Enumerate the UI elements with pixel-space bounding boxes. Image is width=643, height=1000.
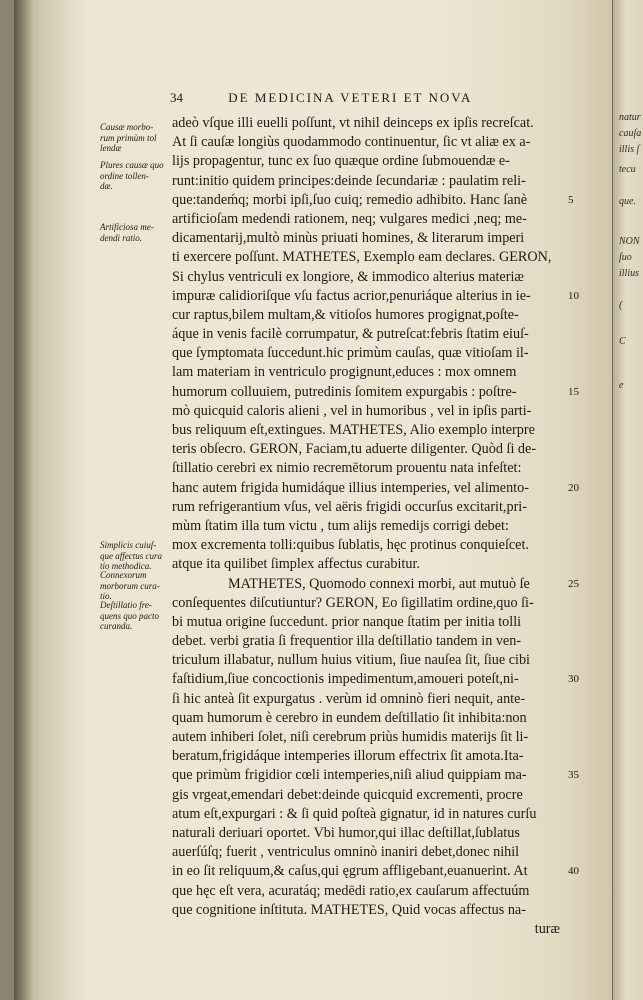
catchword	[172, 920, 580, 939]
text-line-content: atum eſt,expurgari : & ſi quid poſteà gignatur, id in natures curſu	[172, 805, 537, 822]
facing-page-fragment: NON	[619, 236, 640, 247]
text-line-content: cur raptus,bilem multam,& vitioſos humores progignat,poſte-	[172, 306, 519, 323]
text-line	[172, 651, 580, 670]
text-line	[172, 594, 580, 613]
text-line	[172, 536, 580, 555]
text-line	[172, 690, 580, 709]
text-line-content: conſequentes diſcutiuntur? GERON, Eo ſigillatim ordine,quo ſi-	[172, 594, 534, 611]
text-line-content: turæ	[534, 920, 560, 937]
text-line-content: lam materiam in ventriculo progignunt,educes : mox omnem	[172, 364, 517, 381]
text-line	[172, 862, 580, 881]
text-line	[172, 133, 580, 152]
text-line-content: ti exercere poſſunt. MATHETES, Exemplo eam declares. GERON,	[172, 249, 552, 266]
text-line-content: dicamentarij,multò minùs priuati homines, & literarum imperi	[172, 230, 525, 247]
text-line	[172, 421, 580, 440]
text-line	[172, 248, 580, 267]
text-line-content: que ſymptomata ſuccedunt.hic primùm cauſas, quæ vitioſam il-	[172, 345, 529, 362]
line-number: 40	[568, 865, 579, 878]
text-line-content: artificioſam medendi rationem, neq; vulgares medici ,neq; me-	[172, 210, 527, 227]
main-text	[172, 114, 580, 939]
text-line	[172, 766, 580, 785]
margin-note-line: rum primùm tol	[100, 132, 157, 143]
text-line	[172, 613, 580, 632]
text-line-content: atque ita quilibet ſimplex affectus curabitur.	[172, 556, 420, 573]
facing-page-edge	[612, 0, 643, 1000]
text-line	[172, 440, 580, 459]
text-line-content: gis vrgeat,emendari debet:deinde quicquid excrementi, procre	[172, 786, 523, 803]
text-line-content: humorum colluuiem, putredinis ſomitem expurgabis : poſtre-	[172, 383, 517, 400]
text-line	[172, 901, 580, 920]
facing-page-fragment: que.	[619, 196, 636, 207]
text-line-content: MATHETES, Quomodo connexi morbi, aut mutuò ſe	[228, 575, 530, 592]
text-line-content: debet. verbi gratia ſi frequentior illa deſtillatio tandem in ven-	[172, 633, 522, 650]
text-line-content: At ſi cauſæ longiùs quodammodo continuentur, ſic vt aliæ ex a-	[172, 134, 531, 151]
margin-note-line: tio methodica.	[100, 561, 152, 571]
margin-note-line: Plures causæ quo	[100, 160, 164, 170]
facing-page-fragment: natur	[619, 112, 641, 123]
text-line	[172, 344, 580, 363]
text-line-content: auerſúſq; fuerit , ventriculus omninò inaniri debet,donec nihil	[172, 844, 520, 861]
text-line-content: Si chylus ventriculi ex longiore, & immodico alterius materiæ	[172, 268, 524, 285]
text-line	[172, 459, 580, 478]
text-line	[172, 402, 580, 421]
text-line-content: beratum,frigidáque intemperies illorum effectrix ſit amota.Ita-	[172, 748, 524, 765]
text-line	[172, 191, 580, 210]
text-line-content: hanc autem frigida humidáque illius intemperies, vel alimento-	[172, 479, 529, 496]
text-line	[172, 268, 580, 287]
book-spine	[14, 0, 34, 1000]
text-line-content: naturali deriuari oportet. Vbi humor,qui illac deſtillat,ſublatus	[172, 824, 520, 841]
margin-note	[100, 122, 178, 154]
text-line-content: lijs propagentur, tunc ex ſuo quæque ordine ſubmouendæ e-	[172, 153, 510, 170]
margin-note-line: dæ.	[100, 181, 113, 191]
margin-note	[100, 570, 178, 602]
text-line	[172, 747, 580, 766]
text-line	[172, 805, 580, 824]
margin-note	[100, 600, 178, 632]
margin-note-line: Deſtillatio fre-	[100, 600, 152, 610]
text-line-content: triculum illabatur, nullum huius vitium, ſiue nauſea ſit, ſiue cibi	[172, 652, 530, 669]
text-line-content: bi mutua origine ſuccedunt. prior nanque ſtatim per initia tolli	[172, 613, 522, 630]
margin-note-line: ordine tollen-	[100, 170, 149, 181]
text-line-content: que:tandeḿq; morbi ipſi,ſuo cuiq; remedio adhibito. Hanc ſanè	[172, 191, 527, 208]
text-line-content: autem inhiberi ſolet, niſi cerebrum priùs humidis materijs ſit li-	[172, 729, 529, 745]
text-line	[172, 728, 580, 747]
page-number: 34	[170, 90, 183, 105]
margin-note-line: curanda.	[100, 621, 133, 631]
text-line-content: ſi hic anteà ſit expurgatus . verùm id omninò fieri nequit, ante-	[172, 690, 526, 707]
facing-page-fragment: illius	[619, 268, 640, 279]
text-line-content: rum refrigerantium vſus, vel aëris frigidi occurſus excitarit,pri-	[172, 498, 527, 515]
text-line	[172, 287, 580, 306]
facing-page-fragment: illis ſ	[619, 144, 640, 155]
line-number: 20	[568, 481, 579, 494]
text-line-content: adeò vſque illi euelli poſſunt, vt nihil deinceps ex ipſis recreſcat.	[172, 115, 534, 131]
facing-page-fragment: tecu	[619, 164, 636, 175]
text-line	[172, 882, 580, 901]
text-line	[172, 325, 580, 344]
text-line-content: faſtidium,ſiue concoctionis impedimentum,amoueri poteſt,ni-	[172, 671, 519, 688]
margin-note-line: Simplicis cuiuſ-	[100, 540, 157, 550]
text-line	[172, 229, 580, 248]
margin-note-line: que affectus cura	[100, 550, 162, 561]
text-line	[172, 114, 580, 133]
facing-page-fragment: (	[619, 300, 623, 311]
text-line-content: mùm ſtatim illa tum victu , tum alijs remedijs corrigi debet:	[172, 517, 509, 534]
margin-note-line: quens quo pacto	[100, 610, 159, 621]
margin-note-line: dendi ratio.	[100, 232, 142, 243]
text-line	[172, 786, 580, 805]
text-line	[172, 555, 580, 574]
text-line	[172, 824, 580, 843]
line-number: 35	[568, 769, 579, 782]
text-line	[172, 498, 580, 517]
margin-note-line: lendæ	[100, 143, 122, 153]
line-number: 5	[568, 193, 574, 206]
gutter-shadow	[34, 0, 84, 1000]
text-line-content: runt:initio quidem principes:deinde ſecundariæ : paulatim reli-	[172, 172, 526, 189]
text-line	[172, 306, 580, 325]
text-line-content: que cognitione inſtituta. MATHETES, Quid vocas affectus na-	[172, 901, 526, 918]
running-header	[170, 90, 590, 112]
text-line-content: in eo ſit reliquum,& caſus,qui ęgrum affligebant,euanuerint. At	[172, 863, 528, 880]
text-line-content: que hęc eſt vera, acuratáq; medēdi ratio,ex cauſarum affectuúm	[172, 882, 530, 899]
facing-page-fragment: C	[619, 336, 626, 347]
facing-page-fragment: cauſa	[619, 128, 642, 139]
text-line-content: mox excrementa tolli:quibus ſublatis, hęc protinus conquieſcet.	[172, 537, 529, 554]
text-line	[172, 383, 580, 402]
text-line	[172, 363, 580, 382]
text-line-content: impuræ calidioriſque vſu factus acrior,penuriáque alterius in ie-	[172, 287, 531, 304]
text-line	[172, 152, 580, 171]
margin-note	[100, 222, 178, 243]
margin-note-line: Connexorum	[100, 570, 147, 580]
line-number: 15	[568, 385, 579, 398]
text-line-content: ſtillatio cerebri ex nimio recremētorum prouentu nata infeſtet:	[172, 460, 522, 477]
text-line	[172, 172, 580, 191]
text-line	[172, 709, 580, 728]
text-line-content: que primùm frigidior cœli intemperies,niſi aliud quippiam ma-	[172, 767, 527, 784]
line-number: 30	[568, 673, 579, 686]
text-line	[172, 575, 580, 594]
text-line-content: teris obſecro. GERON, Faciam,tu aduerte diligenter. Quòd ſi de-	[172, 441, 537, 458]
text-line	[172, 843, 580, 862]
line-number: 25	[568, 577, 579, 590]
facing-page-fragment: e	[619, 380, 624, 391]
text-line	[172, 210, 580, 229]
margin-note	[100, 160, 178, 192]
margin-note-line: tio.	[100, 591, 112, 601]
margin-note-line: Causæ morbo-	[100, 122, 154, 132]
text-line	[172, 670, 580, 689]
margin-note	[100, 540, 178, 572]
text-line	[172, 517, 580, 536]
text-line-content: quam humorum è cerebro in eundem deſtillatio ſit inhibita:non	[172, 709, 527, 726]
text-line	[172, 479, 580, 498]
margin-note-line: Artificiosa me-	[100, 222, 154, 232]
text-line	[172, 632, 580, 651]
margin-note-line: morborum cura-	[100, 580, 160, 591]
text-line-content: mò quicquid caloris alieni , vel in humoribus , vel in ipſis parti-	[172, 402, 532, 419]
facing-page-fragment: ſuo	[619, 252, 632, 263]
text-line-content: áque in venis facilè corrumpatur, & putreſcat:febris ſtatim eiuſ-	[172, 326, 529, 343]
text-line-content: bus reliquum eſt,extingues. MATHETES, Alio exemplo interpre	[172, 422, 535, 438]
running-title: DE MEDICINA VETERI ET NOVA	[228, 90, 473, 105]
line-number: 10	[568, 289, 579, 302]
